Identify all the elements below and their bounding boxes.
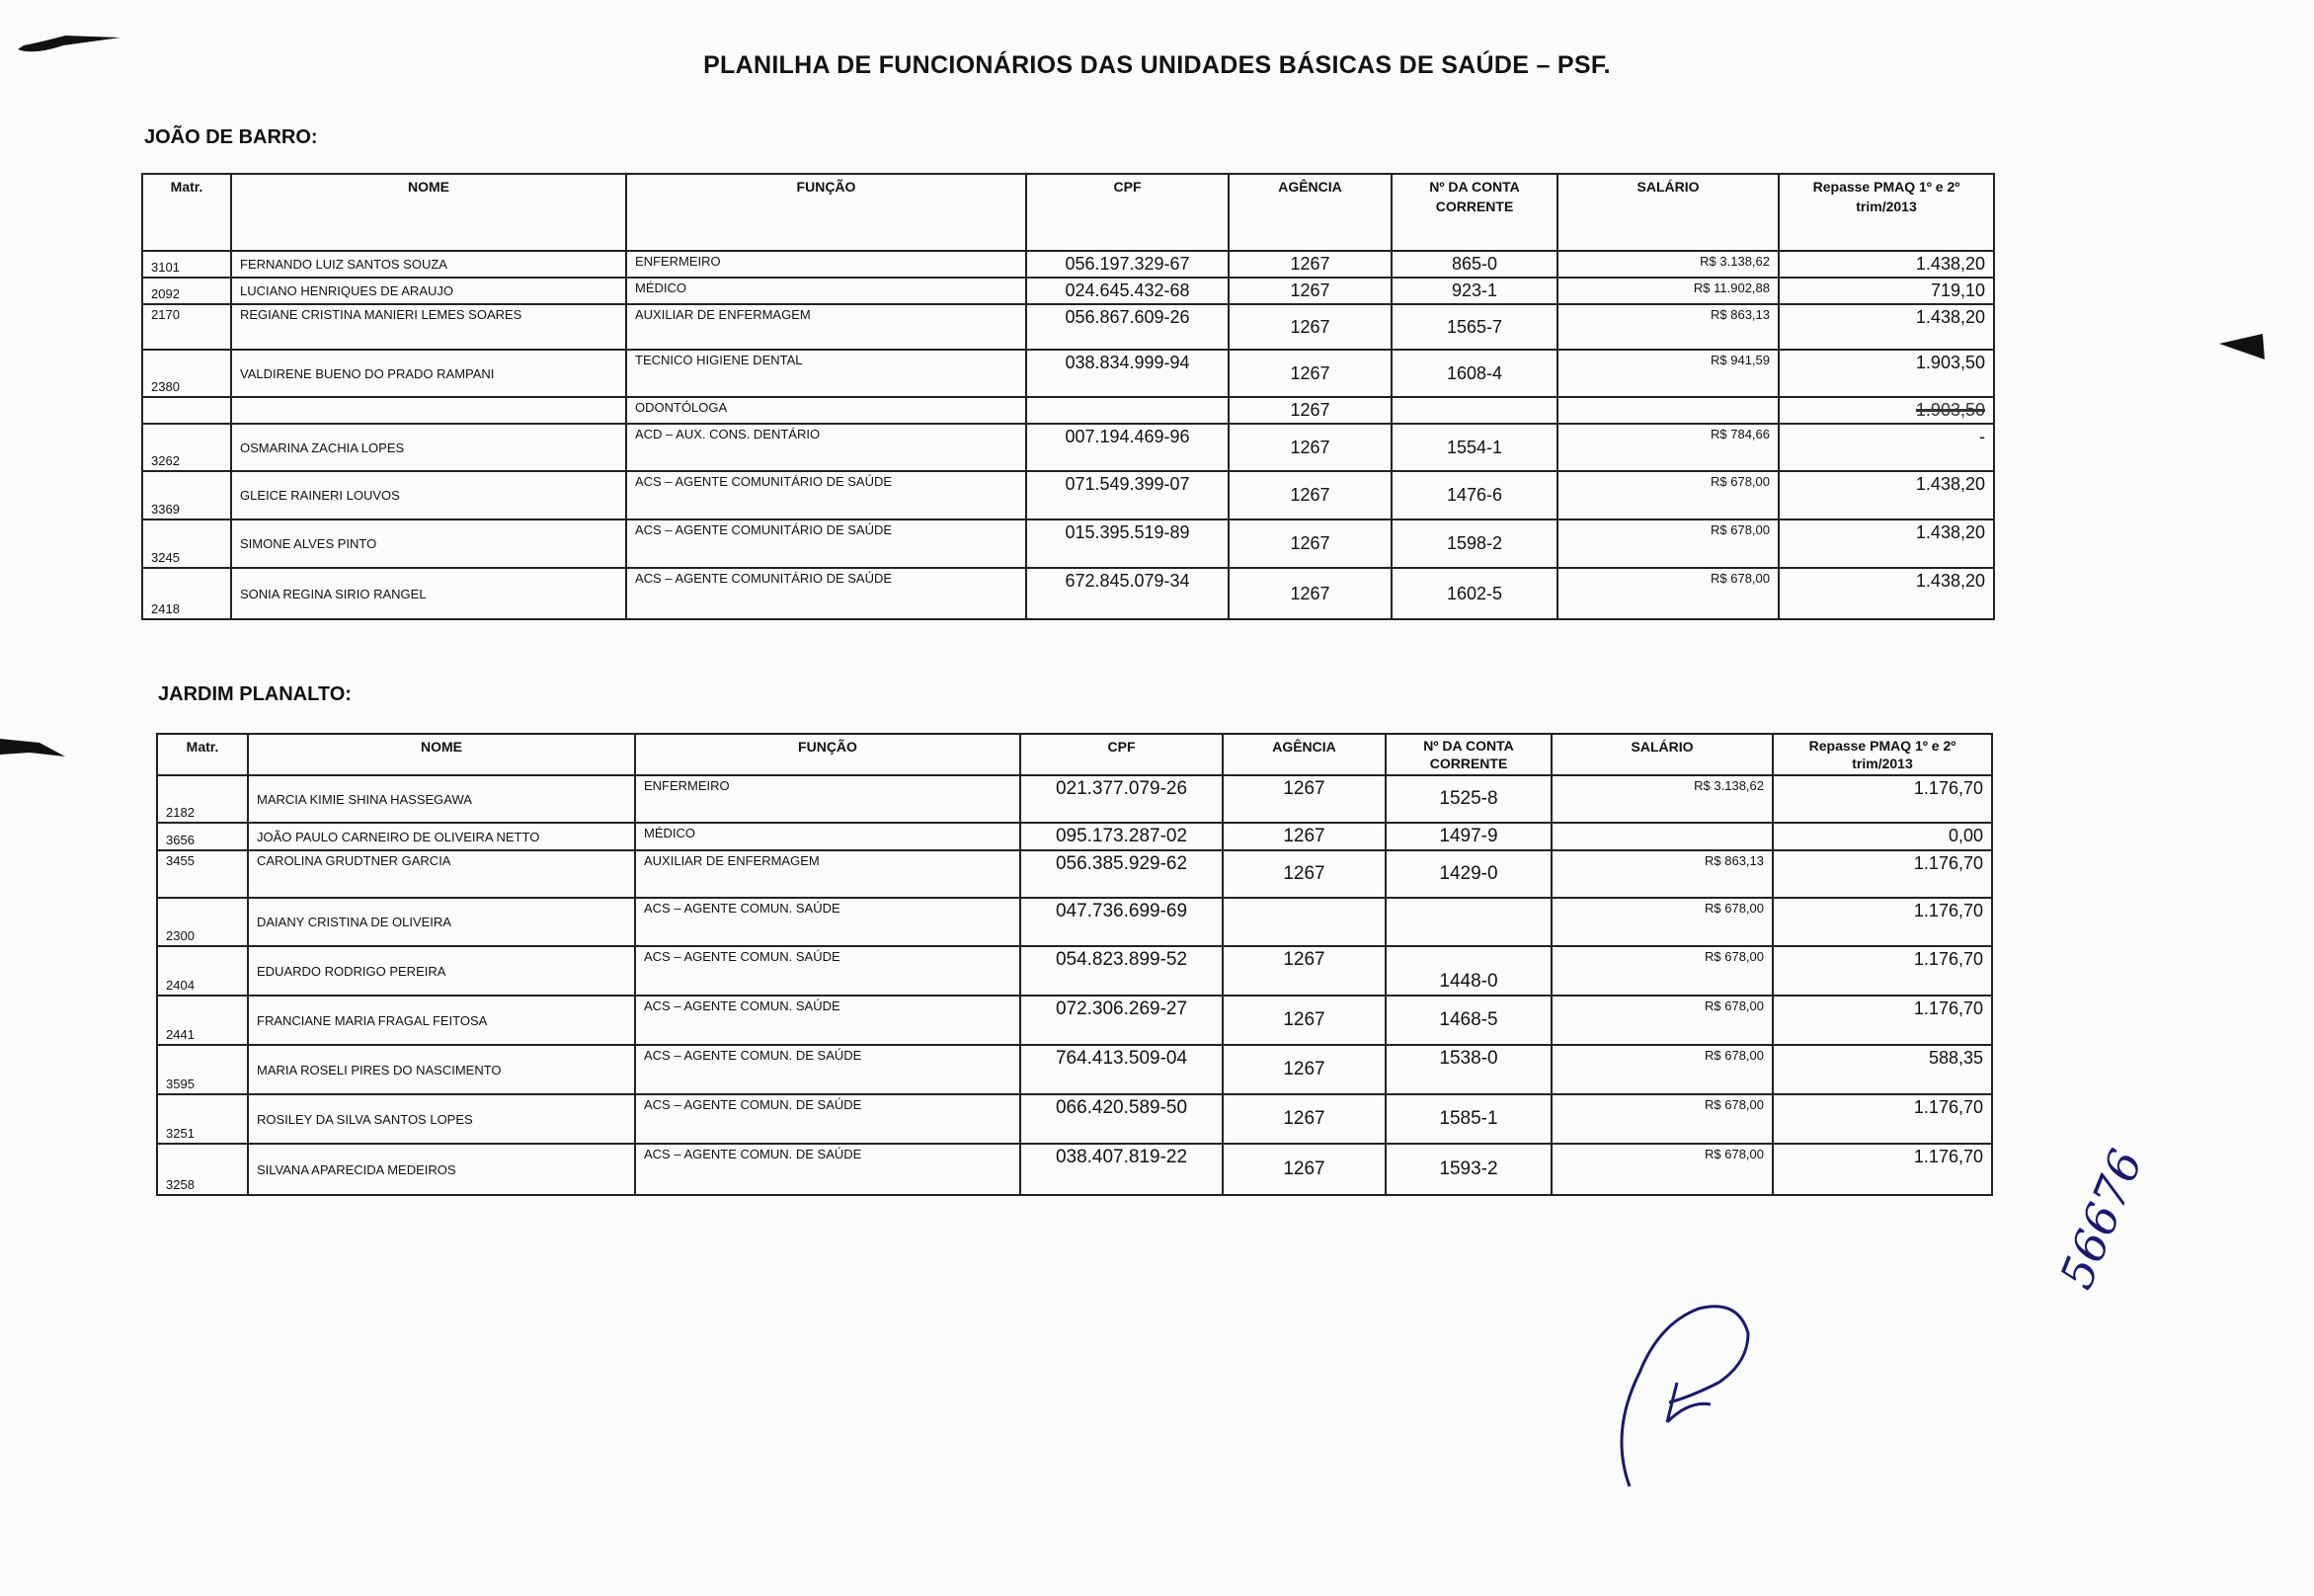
col-header-repasse: Repasse PMAQ 1º e 2º trim/2013 (1779, 174, 1994, 251)
cell-matr: 3245 (142, 519, 231, 568)
cell-cpf: 021.377.079-26 (1020, 775, 1223, 823)
col-header-cpf: CPF (1026, 174, 1229, 251)
col-header-cpf: CPF (1020, 734, 1223, 775)
cell-repasse: 1.176,70 (1773, 1094, 1992, 1144)
cell-nome: MARCIA KIMIE SHINA HASSEGAWA (248, 775, 635, 823)
cell-matr (142, 397, 231, 424)
cell-nome: LUCIANO HENRIQUES DE ARAUJO (231, 278, 626, 304)
page-title: PLANILHA DE FUNCIONÁRIOS DAS UNIDADES BÁSICAS DE SAÚDE – PSF. (703, 51, 1611, 79)
cell-matr: 3258 (157, 1144, 248, 1195)
cell-cpf: 007.194.469-96 (1026, 424, 1229, 471)
cell-conta: 1554-1 (1392, 424, 1557, 471)
cell-nome: SIMONE ALVES PINTO (231, 519, 626, 568)
cell-agencia: 1267 (1229, 519, 1392, 568)
section-title-jardim-planalto: JARDIM PLANALTO: (158, 683, 352, 705)
cell-agencia: 1267 (1229, 350, 1392, 397)
cell-nome (231, 397, 626, 424)
cell-nome: OSMARINA ZACHIA LOPES (231, 424, 626, 471)
cell-repasse: 1.176,70 (1773, 850, 1992, 898)
cell-nome: CAROLINA GRUDTNER GARCIA (248, 850, 635, 898)
cell-matr: 2300 (157, 898, 248, 946)
table-header-row (157, 734, 1992, 775)
cell-salario: R$ 678,00 (1552, 1094, 1773, 1144)
cell-repasse-struck: 1.903,50 (1779, 397, 1994, 424)
table-row (157, 996, 1992, 1045)
cell-agencia: 1267 (1229, 397, 1392, 424)
cell-nome: FERNANDO LUIZ SANTOS SOUZA (231, 251, 626, 278)
cell-matr: 2182 (157, 775, 248, 823)
cell-conta: 1593-2 (1386, 1144, 1552, 1195)
handwritten-signature (1600, 1284, 1778, 1491)
cell-nome: MARIA ROSELI PIRES DO NASCIMENTO (248, 1045, 635, 1094)
cell-matr: 3369 (142, 471, 231, 519)
cell-salario: R$ 784,66 (1557, 424, 1779, 471)
cell-repasse: 1.438,20 (1779, 471, 1994, 519)
cell-matr: 3455 (157, 850, 248, 898)
cell-funcao: ACS – AGENTE COMUN. DE SAÚDE (635, 1094, 1020, 1144)
cell-repasse: 1.176,70 (1773, 1144, 1992, 1195)
cell-cpf: 071.549.399-07 (1026, 471, 1229, 519)
cell-conta: 865-0 (1392, 251, 1557, 278)
cell-funcao: AUXILIAR DE ENFERMAGEM (626, 304, 1026, 350)
cell-salario: R$ 941,59 (1557, 350, 1779, 397)
cell-conta: 1429-0 (1386, 850, 1552, 898)
col-header-agencia: AGÊNCIA (1229, 174, 1392, 251)
cell-salario: R$ 678,00 (1552, 946, 1773, 996)
cell-conta: 1565-7 (1392, 304, 1557, 350)
col-header-funcao: FUNÇÃO (635, 734, 1020, 775)
cell-repasse: 719,10 (1779, 278, 1994, 304)
cell-conta: 1448-0 (1386, 946, 1552, 996)
cell-nome: JOÃO PAULO CARNEIRO DE OLIVEIRA NETTO (248, 823, 635, 850)
cell-conta: 1608-4 (1392, 350, 1557, 397)
cell-repasse: 1.903,50 (1779, 350, 1994, 397)
cell-conta: 1476-6 (1392, 471, 1557, 519)
cell-cpf: 038.407.819-22 (1020, 1144, 1223, 1195)
col-header-matr: Matr. (142, 174, 231, 251)
col-header-agencia: AGÊNCIA (1223, 734, 1386, 775)
cell-funcao: MÉDICO (626, 278, 1026, 304)
handwritten-page-number: 56676 (2049, 1142, 2153, 1297)
cell-agencia: 1267 (1229, 471, 1392, 519)
cell-cpf: 056.385.929-62 (1020, 850, 1223, 898)
cell-conta: 1585-1 (1386, 1094, 1552, 1144)
cell-salario: R$ 3.138,62 (1552, 775, 1773, 823)
cell-repasse: 1.176,70 (1773, 898, 1992, 946)
table-row (142, 397, 1994, 424)
col-header-nome: NOME (231, 174, 626, 251)
cell-matr: 2404 (157, 946, 248, 996)
cell-conta: 1497-9 (1386, 823, 1552, 850)
cell-salario: R$ 678,00 (1552, 996, 1773, 1045)
cell-funcao: TECNICO HIGIENE DENTAL (626, 350, 1026, 397)
cell-agencia: 1267 (1229, 278, 1392, 304)
cell-repasse: 0,00 (1773, 823, 1992, 850)
cell-repasse: 1.176,70 (1773, 775, 1992, 823)
col-header-nome: NOME (248, 734, 635, 775)
table-row (157, 1045, 1992, 1094)
cell-agencia (1223, 898, 1386, 946)
cell-cpf: 072.306.269-27 (1020, 996, 1223, 1045)
cell-conta: 1468-5 (1386, 996, 1552, 1045)
cell-agencia: 1267 (1223, 850, 1386, 898)
cell-funcao: ACS – AGENTE COMUN. SAÚDE (635, 996, 1020, 1045)
cell-salario: R$ 678,00 (1552, 1045, 1773, 1094)
cell-salario: R$ 678,00 (1552, 898, 1773, 946)
cell-nome: SILVANA APARECIDA MEDEIROS (248, 1144, 635, 1195)
scan-mark-left (0, 733, 69, 762)
col-header-conta: Nº DA CONTA CORRENTE (1386, 734, 1552, 775)
cell-funcao: ACS – AGENTE COMUNITÁRIO DE SAÚDE (626, 568, 1026, 619)
table-row (142, 278, 1994, 304)
table-row (157, 1094, 1992, 1144)
cell-funcao: ACS – AGENTE COMUN. SAÚDE (635, 946, 1020, 996)
cell-agencia: 1267 (1229, 304, 1392, 350)
cell-matr: 2380 (142, 350, 231, 397)
cell-repasse: 1.438,20 (1779, 568, 1994, 619)
cell-conta: 1525-8 (1386, 775, 1552, 823)
cell-funcao: ACS – AGENTE COMUNITÁRIO DE SAÚDE (626, 519, 1026, 568)
cell-funcao: MÉDICO (635, 823, 1020, 850)
cell-conta (1392, 397, 1557, 424)
cell-cpf: 066.420.589-50 (1020, 1094, 1223, 1144)
cell-matr: 3251 (157, 1094, 248, 1144)
cell-cpf: 672.845.079-34 (1026, 568, 1229, 619)
cell-repasse: 1.176,70 (1773, 996, 1992, 1045)
cell-nome: FRANCIANE MARIA FRAGAL FEITOSA (248, 996, 635, 1045)
table-row (142, 519, 1994, 568)
cell-matr: 3656 (157, 823, 248, 850)
cell-matr: 2092 (142, 278, 231, 304)
table-header-row (142, 174, 1994, 251)
table-row (157, 850, 1992, 898)
cell-salario: R$ 678,00 (1557, 471, 1779, 519)
cell-cpf (1026, 397, 1229, 424)
section-title-joao-de-barro: JOÃO DE BARRO: (144, 126, 318, 148)
cell-salario (1552, 823, 1773, 850)
cell-agencia: 1267 (1223, 1094, 1386, 1144)
cell-conta: 923-1 (1392, 278, 1557, 304)
table-row (157, 1144, 1992, 1195)
cell-salario: R$ 678,00 (1557, 568, 1779, 619)
cell-repasse: 1.438,20 (1779, 519, 1994, 568)
cell-repasse: - (1779, 424, 1994, 471)
cell-nome: GLEICE RAINERI LOUVOS (231, 471, 626, 519)
cell-matr: 2418 (142, 568, 231, 619)
col-header-funcao: FUNÇÃO (626, 174, 1026, 251)
cell-conta: 1598-2 (1392, 519, 1557, 568)
col-header-conta: Nº DA CONTA CORRENTE (1392, 174, 1557, 251)
cell-matr: 3262 (142, 424, 231, 471)
table-row (142, 471, 1994, 519)
col-header-repasse: Repasse PMAQ 1º e 2º trim/2013 (1773, 734, 1992, 775)
cell-nome: REGIANE CRISTINA MANIERI LEMES SOARES (231, 304, 626, 350)
cell-conta: 1602-5 (1392, 568, 1557, 619)
cell-agencia: 1267 (1223, 1144, 1386, 1195)
cell-repasse: 588,35 (1773, 1045, 1992, 1094)
cell-funcao: ACS – AGENTE COMUNITÁRIO DE SAÚDE (626, 471, 1026, 519)
table-row (142, 424, 1994, 471)
cell-salario (1557, 397, 1779, 424)
cell-funcao: ACS – AGENTE COMUN. SAÚDE (635, 898, 1020, 946)
cell-salario: R$ 3.138,62 (1557, 251, 1779, 278)
cell-agencia: 1267 (1223, 823, 1386, 850)
col-header-salario: SALÁRIO (1557, 174, 1779, 251)
cell-salario: R$ 678,00 (1557, 519, 1779, 568)
cell-matr: 2170 (142, 304, 231, 350)
cell-agencia: 1267 (1229, 424, 1392, 471)
cell-repasse: 1.438,20 (1779, 304, 1994, 350)
cell-funcao: ENFERMEIRO (626, 251, 1026, 278)
cell-matr: 3101 (142, 251, 231, 278)
cell-nome: VALDIRENE BUENO DO PRADO RAMPANI (231, 350, 626, 397)
table-row (157, 898, 1992, 946)
cell-matr: 3595 (157, 1045, 248, 1094)
cell-conta: 1538-0 (1386, 1045, 1552, 1094)
cell-cpf: 038.834.999-94 (1026, 350, 1229, 397)
table-row (142, 350, 1994, 397)
cell-funcao: ACD – AUX. CONS. DENTÁRIO (626, 424, 1026, 471)
cell-agencia: 1267 (1223, 946, 1386, 996)
cell-funcao: ACS – AGENTE COMUN. DE SAÚDE (635, 1045, 1020, 1094)
cell-cpf: 047.736.699-69 (1020, 898, 1223, 946)
cell-funcao: ENFERMEIRO (635, 775, 1020, 823)
table-row (142, 251, 1994, 278)
table-row (157, 775, 1992, 823)
cell-agencia: 1267 (1223, 996, 1386, 1045)
cell-matr: 2441 (157, 996, 248, 1045)
table-row (157, 823, 1992, 850)
cell-nome: EDUARDO RODRIGO PEREIRA (248, 946, 635, 996)
cell-nome: ROSILEY DA SILVA SANTOS LOPES (248, 1094, 635, 1144)
cell-repasse: 1.176,70 (1773, 946, 1992, 996)
cell-agencia: 1267 (1223, 775, 1386, 823)
cell-cpf: 024.645.432-68 (1026, 278, 1229, 304)
cell-funcao: ODONTÓLOGA (626, 397, 1026, 424)
table-row (142, 304, 1994, 350)
cell-cpf: 054.823.899-52 (1020, 946, 1223, 996)
cell-repasse: 1.438,20 (1779, 251, 1994, 278)
cell-salario: R$ 11.902,88 (1557, 278, 1779, 304)
cell-salario: R$ 863,13 (1552, 850, 1773, 898)
table-jardim-planalto (156, 733, 1993, 1196)
cell-cpf: 764.413.509-04 (1020, 1045, 1223, 1094)
table-joao-de-barro (141, 173, 1995, 620)
cell-agencia: 1267 (1229, 251, 1392, 278)
cell-cpf: 095.173.287-02 (1020, 823, 1223, 850)
table-row (142, 568, 1994, 619)
cell-nome: DAIANY CRISTINA DE OLIVEIRA (248, 898, 635, 946)
scan-mark-right (2217, 332, 2267, 361)
cell-cpf: 056.867.609-26 (1026, 304, 1229, 350)
col-header-salario: SALÁRIO (1552, 734, 1773, 775)
cell-agencia: 1267 (1223, 1045, 1386, 1094)
cell-cpf: 056.197.329-67 (1026, 251, 1229, 278)
cell-salario: R$ 678,00 (1552, 1144, 1773, 1195)
table-row (157, 946, 1992, 996)
col-header-matr: Matr. (157, 734, 248, 775)
cell-cpf: 015.395.519-89 (1026, 519, 1229, 568)
cell-nome: SONIA REGINA SIRIO RANGEL (231, 568, 626, 619)
cell-funcao: ACS – AGENTE COMUN. DE SAÚDE (635, 1144, 1020, 1195)
cell-agencia: 1267 (1229, 568, 1392, 619)
cell-salario: R$ 863,13 (1557, 304, 1779, 350)
cell-conta (1386, 898, 1552, 946)
cell-funcao: AUXILIAR DE ENFERMAGEM (635, 850, 1020, 898)
